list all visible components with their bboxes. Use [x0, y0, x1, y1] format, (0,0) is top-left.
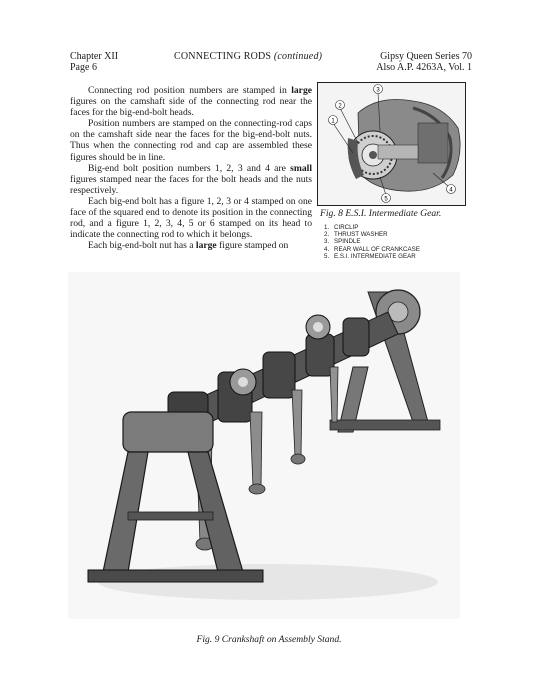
figure-8-illustration [317, 82, 466, 206]
text-span: Big-end bolt position numbers 1, 2, 3 and 4 are [88, 162, 291, 174]
body-text [70, 85, 312, 251]
crankshaft-photo [68, 272, 460, 619]
figure-9-photo [68, 272, 460, 619]
legend-number: 3. [324, 238, 330, 246]
callout-label: 4 [449, 187, 453, 194]
figure-8-legend [324, 224, 420, 260]
legend-label: THRUST WASHER [334, 231, 388, 239]
legend-item [324, 253, 420, 260]
text-span: figures stamped near the faces for the bolt heads and the nuts respectively. [70, 173, 312, 196]
legend-item [324, 224, 420, 231]
page-header-right [376, 51, 472, 73]
legend-label: SPINDLE [334, 238, 361, 246]
bold-text: large [291, 85, 312, 96]
text-span: figures on the camshaft side of the connecting rod near the faces for the big-end-bolt heads. [70, 96, 312, 119]
legend-item [324, 231, 420, 238]
legend-item [324, 238, 420, 245]
legend-number: 1. [324, 224, 330, 231]
callout-label: 5 [384, 196, 388, 203]
section-title: CONNECTING RODS [174, 51, 272, 62]
text-span: figure stamped on [216, 240, 289, 252]
bold-text: large [195, 240, 217, 252]
page-header-left [70, 51, 118, 73]
paragraph [70, 240, 312, 251]
publication-ref: Also A.P. 4263A, Vol. 1 [376, 62, 472, 73]
callout-label: 1 [331, 118, 335, 125]
engine-series: Gipsy Queen Series 70 [380, 51, 472, 62]
gear-diagram [318, 83, 465, 205]
legend-label: CIRCLIP [334, 224, 359, 231]
paragraph: Position numbers are stamped on the connecting-rod caps on the camshaft side near the faces for the big-end-bolt nuts. Thus when the connecting rod and cap are assembled these figures should be in line. [70, 118, 312, 163]
figure-8-caption: Fig. 8 E.S.I. Intermediate Gear. [320, 208, 442, 219]
bold-text: small [290, 162, 312, 174]
legend-label: E.S.I. INTERMEDIATE GEAR [334, 252, 416, 260]
legend-label: REAR WALL OF CRANKCASE [334, 245, 420, 253]
legend-number: 2. [324, 231, 330, 239]
paragraph: Each big-end bolt has a figure 1, 2, 3 or 4 stamped on one face of the squared end to denote its position in the connecting rod, and a figure 1, 2, 3, 4, 5 or 6 stamped on its head to indicate the connecting rod to which it belongs. [70, 195, 312, 241]
chapter-label: Chapter XII [70, 51, 119, 62]
legend-item [324, 246, 420, 253]
callout-label: 3 [376, 87, 380, 94]
legend-number: 5. [324, 252, 330, 260]
page-header-title [174, 51, 322, 62]
callout-label: 2 [338, 103, 342, 110]
page-number: Page 6 [70, 62, 97, 73]
text-span: Each big-end-bolt nut has a [88, 240, 196, 252]
legend-number: 4. [324, 245, 330, 253]
figure-9-caption: Fig. 9 Crankshaft on Assembly Stand. [196, 634, 342, 645]
text-span: Connecting rod position numbers are stamped in [88, 85, 292, 96]
paragraph [70, 163, 312, 196]
paragraph [70, 85, 312, 118]
section-title-suffix: (continued) [273, 51, 323, 62]
